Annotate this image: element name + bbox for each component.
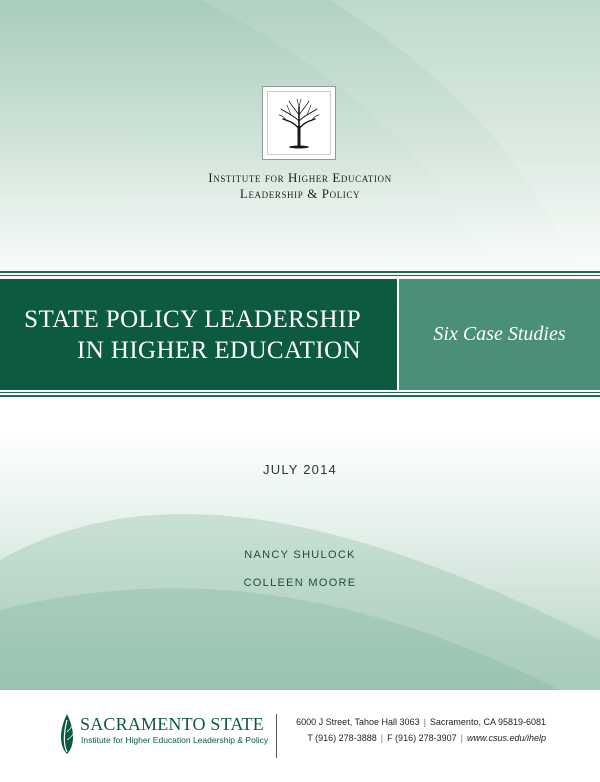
- institute-logo: [262, 86, 336, 160]
- author-name: NANCY SHULOCK: [244, 549, 356, 561]
- report-subtitle: Six Case Studies: [433, 323, 566, 345]
- banner-bottom-rule-thin: [0, 392, 600, 393]
- contact-line: T (916) 278-3888 | F (916) 278-3907 | www.csus.edu/ihelp: [307, 733, 546, 743]
- subtitle-banner: [399, 279, 600, 390]
- report-title-line1: STATE POLICY LEADERSHIP: [24, 305, 361, 333]
- sacramento-state-leaf-icon: [57, 712, 77, 756]
- city-address: Sacramento, CA 95819-6081: [429, 717, 546, 727]
- banner-bottom-rule: [0, 395, 600, 397]
- publication-date: JULY 2014: [263, 462, 337, 477]
- author-name: COLLEEN MOORE: [243, 577, 357, 589]
- title-banner: [0, 279, 397, 390]
- banner-top-rule: [0, 271, 600, 273]
- street-address: 6000 J Street, Tahoe Hall 3063: [296, 717, 420, 727]
- phone-number: T (916) 278-3888: [307, 733, 377, 743]
- university-name: SACRAMENTO STATE: [80, 714, 264, 734]
- tree-logo-icon: [275, 97, 323, 149]
- institute-name: [150, 170, 450, 202]
- website-link[interactable]: www.csus.edu/ihelp: [466, 733, 546, 743]
- footer: [0, 690, 600, 782]
- institute-footer-name: Institute for Higher Education Leadership & Policy: [81, 735, 269, 745]
- institute-name-line1: Institute for Higher Education: [208, 170, 392, 185]
- report-title-line2: IN HIGHER EDUCATION: [77, 336, 361, 364]
- fax-number: F (916) 278-3907: [387, 733, 457, 743]
- banner-top-rule-thin: [0, 275, 600, 276]
- address-line: 6000 J Street, Tahoe Hall 3063 | Sacramento, CA 95819-6081: [296, 717, 546, 727]
- institute-name-line2: Leadership & Policy: [239, 186, 361, 201]
- footer-divider: [276, 714, 277, 758]
